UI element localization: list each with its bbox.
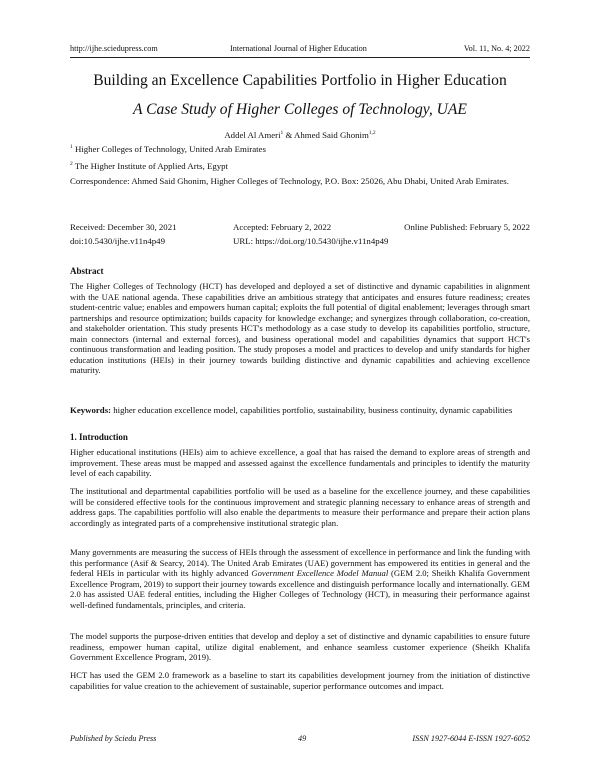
affiliation-1-mark: 1 (70, 144, 73, 150)
accepted-date: Accepted: February 2, 2022 (233, 222, 332, 232)
publisher: Published by Sciedu Press (70, 734, 157, 743)
page-number: 49 (298, 734, 307, 743)
doi-row (70, 236, 530, 247)
published-date: Online Published: February 5, 2022 (404, 222, 530, 232)
keywords-text: higher education excellence model, capabilities portfolio, sustainability, business continuity, dynamic capabilities (111, 405, 513, 415)
abstract-text: The Higher Colleges of Technology (HCT) has developed and deployed a set of distinctive and dynamic capabilities in alignment with the UAE national agenda. These capabilities drive an ambitious strategy that anticipates and ensures future readiness; creates student-centric value; enables and empowers human capital; exploits the full potential of digital enablement; leverages through smart partnerships and resource optimization; builds capacity for knowledge exchange; and synergizes through collaboration, co-creation, and stakeholder orientation. This study presents HCT's methodology as a case study to develop its capabilities portfolio, structure, main connectors (internal and external forces), and business operational model and capabilities dynamics that support HCT's continuous transformation and leading position. The study proposes a model and practices to develop and unify standards for higher education institutions (HEIs) in their journey towards building distinctive and dynamic capabilities and achieving excellence maturity. (70, 281, 530, 375)
issn: ISSN 1927-6044 E-ISSN 1927-6052 (412, 734, 530, 743)
intro-paragraph-2: The institutional and departmental capabilities portfolio will be used as a baseline for the excellence journey, and these capabilities will be considered effective tools for the continuous improvement and strategic planning necessary to enhance areas of strength and address gaps. The capabilities portfolio will also enable the departments to measure their performance and prepare their action plans accordingly as integrated parts of a comprehensive institutional strategic plan. (70, 486, 530, 528)
author-1: Addel Al Ameri (224, 129, 281, 140)
author-line (70, 128, 530, 141)
abstract-heading: Abstract (70, 266, 104, 276)
affiliation-2-text: The Higher Institute of Applied Arts, Egypt (72, 160, 228, 171)
keywords-label: Keywords: (70, 405, 112, 415)
page-footer (70, 734, 530, 746)
gem-manual-title: Government Excellence Model Manual (251, 568, 389, 578)
volume-info: Vol. 11, No. 4; 2022 (463, 44, 530, 53)
intro-paragraph-1: Higher educational institutions (HEIs) aim to achieve excellence, a goal that has raised the demand to explore areas of strength and improvement. These areas must be mapped and assessed against the excellence fundamentals and principles to identify the maturity level of each capability. (70, 447, 530, 478)
affiliation-2 (70, 159, 530, 172)
paper-title: Building an Excellence Capabilities Portfolio in Higher Education (93, 72, 507, 89)
intro-paragraph-3-part-b: (GEM 2.0; Sheikh Khalifa Government Excellence Program, 2019) to support their journey towards excellence and distinguish performance locally and internationally. GEM 2.0 has assisted UAE federal entities, including the Higher Colleges of Technology (HCT), in measuring their performance against well-defined fundamentals, principles, and criteria. (70, 568, 530, 610)
dates-row (70, 222, 530, 233)
introduction-heading: 1. Introduction (70, 432, 128, 442)
affiliation-1 (70, 142, 530, 155)
received-date: Received: December 30, 2021 (70, 222, 177, 232)
correspondence: Correspondence: Ahmed Said Ghonim, Higher Colleges of Technology, P.O. Box: 25026, Abu Dhabi, United Arab Emirates. (70, 176, 509, 186)
doi[interactable]: doi:10.5430/ijhe.v11n4p49 (70, 236, 165, 246)
doi-url[interactable]: URL: https://doi.org/10.5430/ijhe.v11n4p49 (233, 236, 389, 246)
journal-url[interactable]: http://ijhe.sciedupress.com (70, 44, 158, 53)
author-2: & Ahmed Said Ghonim (283, 129, 369, 140)
keywords (70, 405, 530, 416)
intro-paragraph-5: HCT has used the GEM 2.0 framework as a baseline to start its capabilities development journey from the initiation of distinctive capabilities for value creation to the achievement of sustainable, superior performance outcomes and impact. (70, 670, 530, 691)
intro-paragraph-3-part-a: Many governments are measuring the success of HEIs through the assessment of excellence in performance and link the funding with this performance (Asif & Searcy, 2014). The United Arab Emirates (UAE) government has empowered its entities in general and the federal HEIs in particular with its highly advanced (70, 547, 530, 578)
running-header (70, 44, 530, 56)
journal-name: International Journal of Higher Education (230, 44, 367, 53)
affiliation-1-text: Higher Colleges of Technology, United Arab Emirates (72, 143, 266, 154)
intro-paragraph-4: The model supports the purpose-driven entities that develop and deploy a set of distinctive and dynamic capabilities to ensure future readiness, empower human capital, utilize digital enablement, and enhance seamless customer experience (Sheikh Khalifa Government Excellence Program, 2019). (70, 631, 530, 662)
author-1-affiliation-mark: 1 (280, 130, 284, 136)
paper-subtitle: A Case Study of Higher Colleges of Technology, UAE (133, 101, 467, 118)
header-rule (70, 57, 530, 58)
intro-paragraph-3 (70, 547, 530, 610)
affiliation-2-mark: 2 (70, 161, 73, 167)
author-2-affiliation-mark: 1,2 (368, 130, 376, 136)
